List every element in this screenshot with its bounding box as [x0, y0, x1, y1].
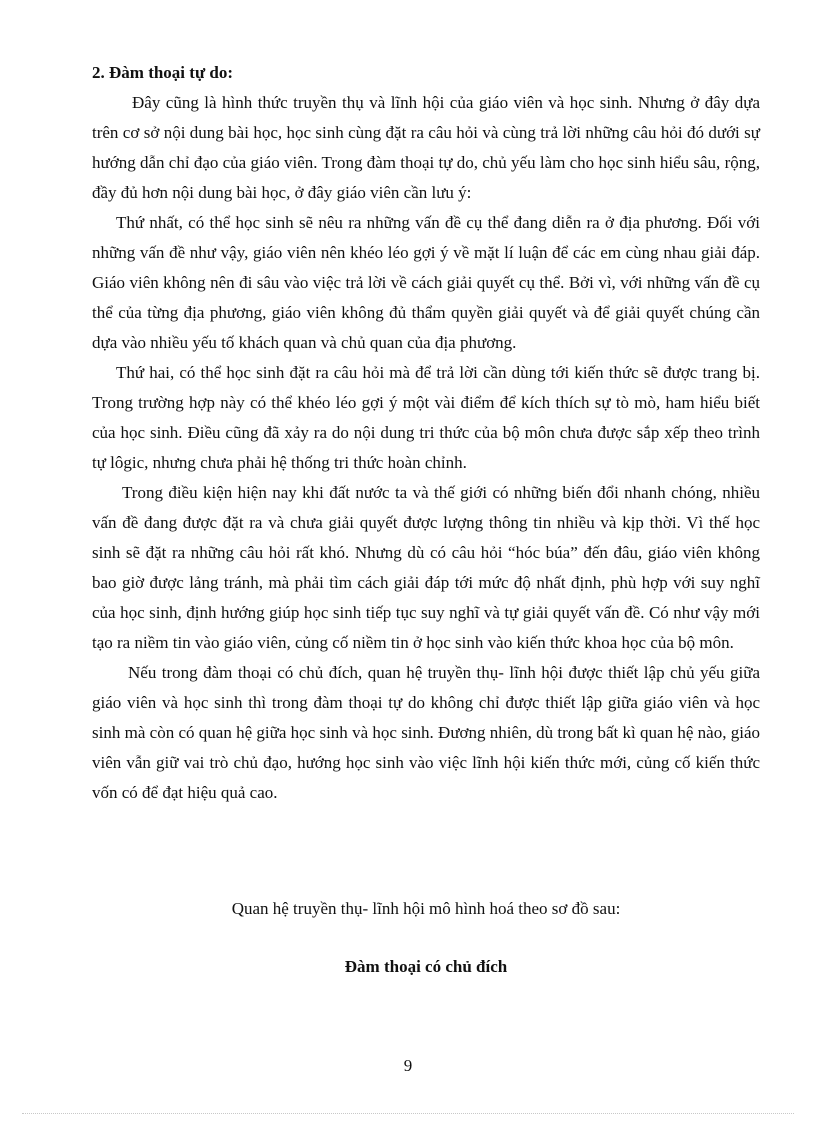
paragraph-second-point: Thứ hai, có thể học sinh đặt ra câu hỏi mà để trả lời cần dùng tới kiến thức sẽ được trang bị. Trong trường hợp này có thể khéo léo gợi ý một vài điểm để kích thích sự tò mò, ham hiểu biết của học sinh. Điều cũng đã xảy ra do nội dung tri thức của bộ môn chưa được sắp xếp theo trình tự lôgic, nhưng chưa phải hệ thống tri thức hoàn chỉnh.	[92, 363, 760, 472]
section-heading: 2. Đàm thoại tự do:	[92, 63, 234, 82]
diagram-caption: Quan hệ truyền thụ- lĩnh hội mô hình hoá theo sơ đồ sau:	[231, 899, 621, 918]
page-bottom-border	[22, 1113, 794, 1114]
paragraph-relationship: Nếu trong đàm thoại có chủ đích, quan hệ truyền thụ- lĩnh hội được thiết lập chủ yếu giữa giáo viên và học sinh thì trong đàm thoại tự do không chỉ được thiết lập giữa giáo viên và học sinh mà còn có quan hệ giữa học sinh và học sinh. Đương nhiên, dù trong bất kì quan hệ nào, giáo viên vẫn giữ vai trò chủ đạo, hướng học sinh vào việc lĩnh hội kiến thức mới, củng cố kiến thức vốn có để đạt hiệu quả cao.	[92, 663, 760, 802]
paragraph-intro: Đây cũng là hình thức truyền thụ và lĩnh hội của giáo viên và học sinh. Nhưng ở đây dựa trên cơ sở nội dung bài học, học sinh cùng đặt ra câu hỏi và cùng trả lời những câu hỏi đó dưới sự hướng dẫn chỉ đạo của giáo viên. Trong đàm thoại tự do, chủ yếu làm cho học sinh hiểu sâu, rộng, đầy đủ hơn nội dung bài học, ở đây giáo viên cần lưu ý:	[92, 93, 760, 202]
page-content	[92, 58, 760, 808]
paragraph-current-conditions: Trong điều kiện hiện nay khi đất nước ta và thế giới có những biến đổi nhanh chóng, nhiều vấn đề đang được đặt ra và chưa giải quyết được lượng thông tin nhiều và kịp thời. Vì thế học sinh sẽ đặt ra những câu hỏi rất khó. Nhưng dù có câu hỏi “hóc búa” đến đâu, giáo viên không bao giờ được lảng tránh, mà phải tìm cách giải đáp tới mức độ nhất định, phù hợp với suy nghĩ của học sinh, định hướng giúp học sinh tiếp tục suy nghĩ và tự giải quyết vấn đề. Có như vậy mới tạo ra niềm tin vào giáo viên, củng cố niềm tin ở học sinh vào kiến thức khoa học của bộ môn.	[92, 483, 760, 652]
page-number: 9	[403, 1056, 413, 1075]
paragraph-first-point: Thứ nhất, có thể học sinh sẽ nêu ra những vấn đề cụ thể đang diễn ra ở địa phương. Đối với những vấn đề như vậy, giáo viên nên khéo léo gợi ý về mặt lí luận để các em cùng nhau giải đáp. Giáo viên không nên đi sâu vào việc trả lời về cách giải quyết cụ thể. Bởi vì, với những vấn đề cụ thể của từng địa phương, giáo viên không đủ thẩm quyền giải quyết và để giải quyết chúng cần dựa vào nhiều yếu tố khách quan và chủ quan của địa phương.	[92, 213, 760, 352]
diagram-title: Đàm thoại có chủ đích	[344, 957, 508, 976]
